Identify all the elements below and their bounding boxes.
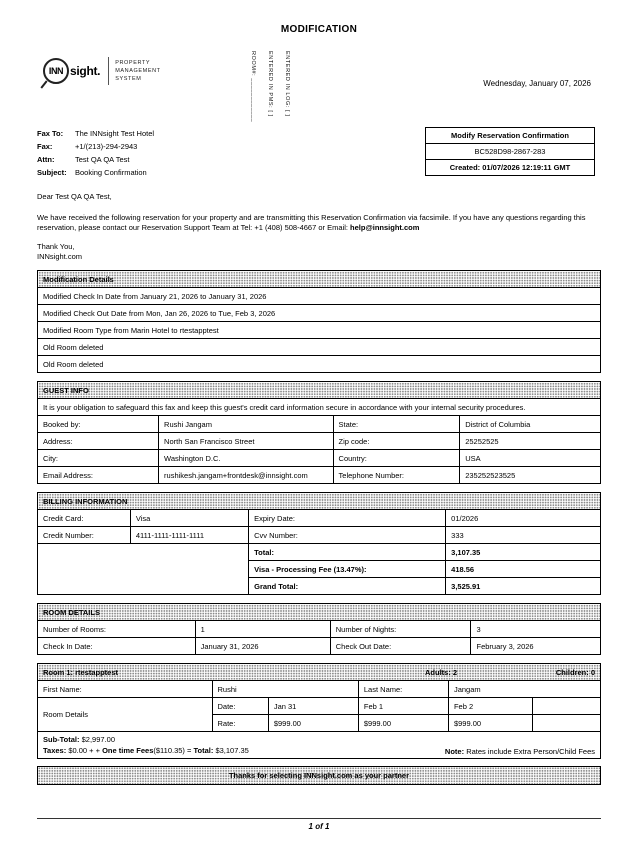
room-total-label: Total: bbox=[193, 746, 214, 755]
grand-total-label: Grand Total: bbox=[249, 578, 446, 595]
magnifier-logo-icon bbox=[43, 58, 100, 84]
telephone-label: Telephone Number: bbox=[333, 467, 460, 484]
cvv-label: Cvv Number: bbox=[249, 527, 446, 544]
booked-by-label: Booked by: bbox=[38, 416, 159, 433]
fax-number-label: Fax: bbox=[37, 142, 53, 151]
logo-tagline bbox=[115, 59, 160, 83]
routing-stamps bbox=[250, 51, 290, 129]
booked-by-value: Rushi Jangam bbox=[159, 416, 334, 433]
modification-row: Old Room deleted bbox=[38, 356, 601, 373]
room1-header bbox=[38, 664, 601, 681]
taxes-value: $0.00 + + bbox=[68, 746, 103, 755]
processing-fee-value: 418.56 bbox=[446, 561, 601, 578]
subject-line bbox=[37, 166, 154, 179]
city-label: City: bbox=[38, 450, 159, 467]
room1-children: Children: 0 bbox=[555, 667, 595, 677]
logo-divider bbox=[108, 57, 109, 85]
telephone-value: 235252523525 bbox=[460, 467, 601, 484]
room1-section bbox=[37, 663, 601, 759]
country-value: USA bbox=[460, 450, 601, 467]
subtotal-line bbox=[43, 734, 249, 745]
fax-to-label: Fax To: bbox=[37, 129, 64, 138]
tagline-line: MANAGEMENT bbox=[115, 68, 161, 74]
room-number-stamp: ROOM#: ____________ bbox=[250, 51, 256, 123]
attn-value: Test QA QA Test bbox=[75, 155, 130, 164]
note-text: Rates include Extra Person/Child Fees bbox=[466, 747, 595, 756]
subtotal-label: Sub-Total: bbox=[43, 735, 80, 744]
last-name-value: Jangam bbox=[448, 681, 600, 698]
modification-row: Modified Room Type from Marin Hotel to rtestapptest bbox=[38, 322, 601, 339]
first-name-label: First Name: bbox=[38, 681, 213, 698]
zip-label: Zip code: bbox=[333, 433, 460, 450]
logo-lens-text: INN bbox=[48, 66, 64, 76]
stay-date: Feb 2 bbox=[448, 698, 532, 715]
modification-details-section bbox=[37, 270, 601, 373]
room-details-cell-label: Room Details bbox=[38, 698, 213, 732]
grand-total-value: 3,525.91 bbox=[446, 578, 601, 595]
modification-row: Modified Check In Date from January 21, 2026 to January 31, 2026 bbox=[38, 288, 601, 305]
attn-line bbox=[37, 153, 154, 166]
date-row-label: Date: bbox=[212, 698, 268, 715]
room-details-section bbox=[37, 603, 601, 655]
subject-value: Booking Confirmation bbox=[75, 168, 147, 177]
letter-greeting: Dear Test QA QA Test, bbox=[37, 192, 112, 201]
first-name-value: Rushi bbox=[212, 681, 358, 698]
check-in-value: January 31, 2026 bbox=[195, 638, 330, 655]
number-of-rooms-value: 1 bbox=[195, 621, 330, 638]
billing-section bbox=[37, 492, 601, 595]
confirmation-box-title: Modify Reservation Confirmation bbox=[426, 128, 594, 144]
subject-label: Subject: bbox=[37, 168, 67, 177]
room1-adults: Adults: 2 bbox=[425, 667, 458, 677]
tagline-line: SYSTEM bbox=[115, 76, 142, 82]
document-header bbox=[37, 35, 601, 123]
stay-date-empty bbox=[533, 698, 601, 715]
total-value: 3,107.35 bbox=[446, 544, 601, 561]
billing-header: BILLING INFORMATION bbox=[38, 493, 601, 510]
document-date: Wednesday, January 07, 2026 bbox=[483, 79, 591, 88]
stay-date: Feb 1 bbox=[358, 698, 448, 715]
room-total-value: $3,107.35 bbox=[215, 746, 249, 755]
number-of-rooms-label: Number of Rooms: bbox=[38, 621, 196, 638]
stay-rate: $999.00 bbox=[448, 715, 532, 732]
fax-number-line bbox=[37, 140, 154, 153]
thanks-banner: Thanks for selecting INNsight.com as your partner bbox=[37, 766, 601, 785]
processing-fee-label: Visa - Processing Fee (13.47%): bbox=[249, 561, 446, 578]
fax-to-value: The INNsight Test Hotel bbox=[75, 129, 155, 138]
note-label: Note: bbox=[444, 747, 465, 756]
logo-brand-text: sight. bbox=[70, 64, 101, 78]
confirmation-box bbox=[425, 127, 595, 176]
total-label: Total: bbox=[249, 544, 446, 561]
address-value: North San Francisco Street bbox=[159, 433, 334, 450]
entered-in-pms-stamp: ENTERED IN PMS: [ ] bbox=[267, 51, 273, 117]
one-time-fees-value: ($110.35) = bbox=[153, 746, 194, 755]
credit-card-label: Credit Card: bbox=[38, 510, 131, 527]
room1-title: Room 1: rtestapptest bbox=[43, 667, 119, 677]
innsight-logo bbox=[43, 57, 161, 85]
stay-date: Jan 31 bbox=[268, 698, 358, 715]
credit-number-value: 4111-1111-1111-1111 bbox=[130, 527, 248, 544]
room-details-header: ROOM DETAILS bbox=[38, 604, 601, 621]
signature-text: INNsight.com bbox=[37, 252, 83, 261]
guest-info-section bbox=[37, 381, 601, 484]
document-title: MODIFICATION bbox=[280, 24, 358, 35]
entered-in-log-stamp: ENTERED IN LOG: [ ] bbox=[284, 51, 290, 117]
taxes-line bbox=[43, 745, 249, 756]
cvv-value: 333 bbox=[446, 527, 601, 544]
fax-to-line bbox=[37, 127, 154, 140]
state-label: State: bbox=[333, 416, 460, 433]
check-in-label: Check In Date: bbox=[38, 638, 196, 655]
credit-card-value: Visa bbox=[130, 510, 248, 527]
email-label: Email Address: bbox=[38, 467, 159, 484]
city-value: Washington D.C. bbox=[159, 450, 334, 467]
taxes-label: Taxes: bbox=[43, 746, 67, 755]
stay-rate: $999.00 bbox=[268, 715, 358, 732]
tagline-line: PROPERTY bbox=[115, 60, 151, 66]
one-time-fees-label: One time Fees bbox=[102, 746, 154, 755]
state-value: District of Columbia bbox=[460, 416, 601, 433]
stay-rate-empty bbox=[533, 715, 601, 732]
guest-info-header: GUEST INFO bbox=[38, 382, 601, 399]
fax-header-block bbox=[37, 127, 154, 179]
zip-value: 25252525 bbox=[460, 433, 601, 450]
attn-label: Attn: bbox=[37, 155, 55, 164]
check-out-value: February 3, 2026 bbox=[471, 638, 601, 655]
support-email: help@innsight.com bbox=[350, 222, 420, 232]
rates-note bbox=[445, 747, 595, 756]
thank-you-text: Thank You, bbox=[37, 242, 75, 251]
expiry-value: 01/2026 bbox=[446, 510, 601, 527]
fax-number-value: +1/(213)-294-2943 bbox=[75, 142, 138, 151]
subtotal-value: $2,997.00 bbox=[81, 735, 115, 744]
number-of-nights-label: Number of Nights: bbox=[330, 621, 471, 638]
number-of-nights-value: 3 bbox=[471, 621, 601, 638]
letter-body-text: We have received the following reservation for your property and are transmitting this Reservation Confirmation via facsimile. If you have any questions regarding this reservation, please contact our Reservation Support Team at Tel: +1 (408) 508-4667 or Email: bbox=[37, 213, 586, 232]
modification-details-header: Modification Details bbox=[38, 271, 601, 288]
email-value: rushikesh.jangam+frontdesk@innsight.com bbox=[159, 467, 334, 484]
room1-totals-row bbox=[38, 732, 601, 759]
check-out-label: Check Out Date: bbox=[330, 638, 471, 655]
guest-info-note: It is your obligation to safeguard this fax and keep this guest's credit card information secure in accordance with your internal security procedures. bbox=[38, 399, 601, 416]
confirmation-created: Created: 01/07/2026 12:19:11 GMT bbox=[449, 163, 571, 172]
confirmation-number: BC528D98-2867-283 bbox=[426, 144, 594, 160]
country-label: Country: bbox=[333, 450, 460, 467]
letter-body bbox=[37, 213, 601, 232]
letter-closing bbox=[37, 242, 601, 262]
modification-row: Old Room deleted bbox=[38, 339, 601, 356]
stay-rate: $999.00 bbox=[358, 715, 448, 732]
credit-number-label: Credit Number: bbox=[38, 527, 131, 544]
last-name-label: Last Name: bbox=[358, 681, 448, 698]
rate-row-label: Rate: bbox=[212, 715, 268, 732]
modification-row: Modified Check Out Date from Mon, Jan 26, 2026 to Tue, Feb 3, 2026 bbox=[38, 305, 601, 322]
fax-header-row bbox=[37, 127, 601, 179]
billing-empty-cell bbox=[38, 544, 249, 595]
page-number: 1 of 1 bbox=[308, 822, 330, 831]
address-label: Address: bbox=[38, 433, 159, 450]
page-footer bbox=[37, 818, 601, 831]
expiry-label: Expiry Date: bbox=[249, 510, 446, 527]
